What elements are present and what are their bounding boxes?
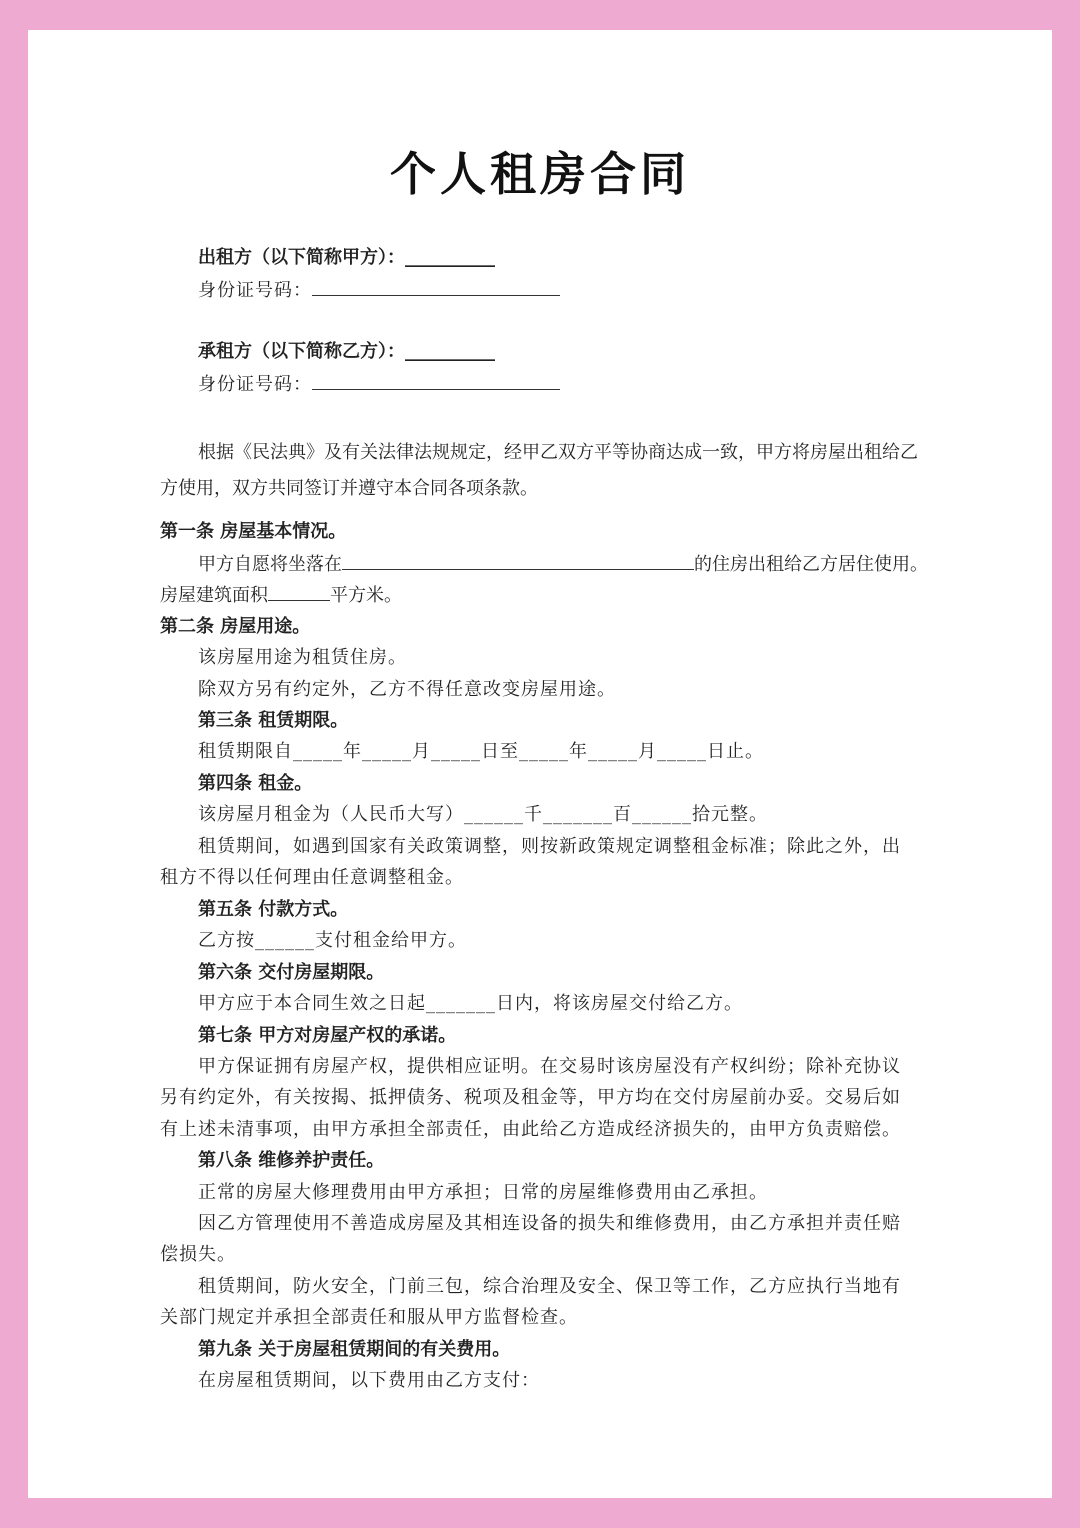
article-9-para-1: 在房屋租赁期间，以下费用由乙方支付： [198, 1370, 540, 1391]
article-2-para-1: 该房屋用途为租赁住房。 [198, 647, 407, 668]
article-4-title: 第四条 租金。 [198, 773, 313, 794]
article-8-para-3-line-1: 租赁期间，防火安全，门前三包，综合治理及安全、保卫等工作，乙方应执行当地有 [198, 1276, 901, 1297]
intro-line-2: 方使用，双方共同签订并遵守本合同各项条款。 [160, 478, 538, 499]
article-2-title: 第二条 房屋用途。 [160, 616, 311, 637]
article-7-title: 第七条 甲方对房屋产权的承诺。 [198, 1025, 457, 1046]
lessor-line [198, 247, 963, 269]
area-unit: 平方米。 [330, 585, 402, 606]
article-1-para-2 [160, 584, 925, 607]
article-7-para-1-line-2: 另有约定外，有关按揭、抵押债务、税项及租金等，甲方均在交付房屋前办妥。交易后如 [160, 1087, 901, 1108]
article-1-para-1 [198, 553, 963, 576]
lessee-label: 承租方（以下简称乙方）： [198, 341, 405, 362]
article-3-title: 第三条 租赁期限。 [198, 710, 349, 731]
article-8-para-3-line-2: 关部门规定并承担全部责任和服从甲方监督检查。 [160, 1307, 578, 1328]
article-4-para-1: 该房屋月租金为（人民币大写）______千_______百______拾元整。 [198, 804, 768, 825]
article-1-title: 第一条 房屋基本情况。 [160, 521, 347, 542]
location-blank [342, 553, 694, 570]
lessee-blank: __________ [405, 341, 495, 362]
lessee-id-blank [312, 373, 560, 390]
article-8-para-2-line-2: 偿损失。 [160, 1244, 236, 1265]
lessor-id-label: 身份证号码： [198, 280, 312, 301]
document-title: 个人租房合同 [390, 147, 690, 201]
article-7-para-1-line-1: 甲方保证拥有房屋产权，提供相应证明。在交易时该房屋没有产权纠纷；除补充协议 [198, 1056, 901, 1077]
article-8-para-2-line-1: 因乙方管理使用不善造成房屋及其相连设备的损失和维修费用，由乙方承担并责任赔 [198, 1213, 901, 1234]
lessor-label: 出租方（以下简称甲方）： [198, 247, 405, 268]
article-6-para-1: 甲方应于本合同生效之日起_______日内，将该房屋交付给乙方。 [198, 993, 743, 1014]
article-8-title: 第八条 维修养护责任。 [198, 1150, 385, 1171]
article-6-title: 第六条 交付房屋期限。 [198, 962, 385, 983]
lessee-line [198, 341, 963, 363]
lessor-id-line [198, 279, 963, 302]
lessor-blank: __________ [405, 247, 495, 268]
intro-line-1: 根据《民法典》及有关法律法规规定，经甲乙双方平等协商达成一致，甲方将房屋出租给乙 [198, 442, 918, 463]
article-8-para-1: 正常的房屋大修理费用由甲方承担；日常的房屋维修费用由乙承担。 [198, 1182, 768, 1203]
area-blank [268, 584, 330, 601]
lessor-id-blank [312, 279, 560, 296]
article-5-para-1: 乙方按______支付租金给甲方。 [198, 930, 467, 951]
article-9-title: 第九条 关于房屋租赁期间的有关费用。 [198, 1339, 511, 1360]
article-2-para-2: 除双方另有约定外，乙方不得任意改变房屋用途。 [198, 679, 616, 700]
article-3-para-1: 租赁期限自_____年_____月_____日至_____年_____月_____日止。 [198, 741, 764, 762]
article-1-location-suffix: 的住房出租给乙方居住使用。 [694, 554, 928, 575]
article-7-para-1-line-3: 有上述未清事项，由甲方承担全部责任，由此给乙方造成经济损失的，由甲方负责赔偿。 [160, 1119, 901, 1140]
article-5-title: 第五条 付款方式。 [198, 899, 349, 920]
area-label: 房屋建筑面积 [160, 585, 268, 606]
lessee-id-label: 身份证号码： [198, 374, 312, 395]
article-4-para-2-line-2: 租方不得以任何理由任意调整租金。 [160, 867, 464, 888]
lessee-id-line [198, 373, 963, 396]
article-4-para-2-line-1: 租赁期间，如遇到国家有关政策调整，则按新政策规定调整租金标准；除此之外，出 [198, 836, 901, 857]
article-1-location-label: 甲方自愿将坐落在 [198, 554, 342, 575]
